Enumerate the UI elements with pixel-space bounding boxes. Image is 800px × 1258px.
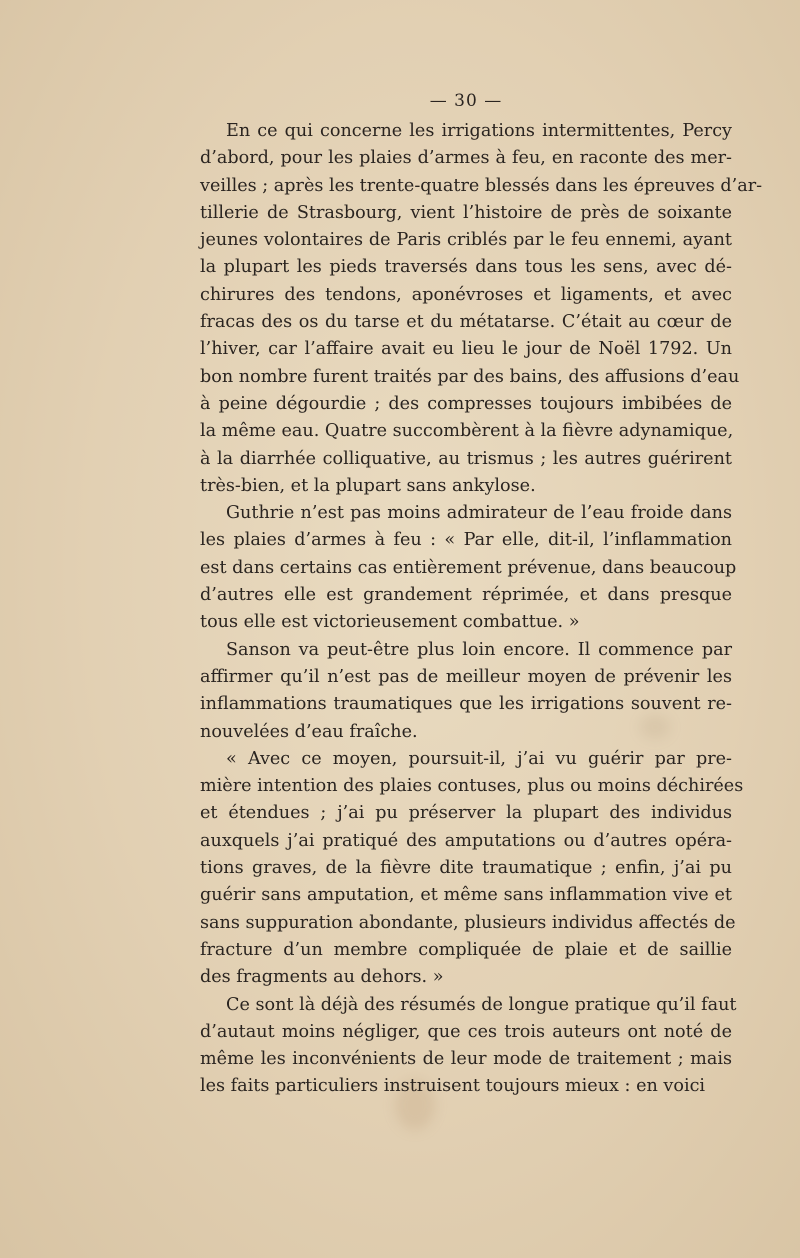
- text-line: En ce qui concerne les irrigations intermittentes, Percy: [226, 121, 732, 141]
- text-line: Guthrie n’est pas moins admirateur de l’eau froide dans: [226, 503, 732, 524]
- text-line: fracas des os du tarse et du métatarse. C’était au cœur de: [200, 312, 732, 333]
- text-line: mière intention des plaies contuses, plus ou moins déchirées: [200, 776, 744, 797]
- text-line: tillerie de Strasbourg, vient l’histoire de près de soixante: [200, 202, 732, 223]
- text-line: bon nombre furent traités par des bains, des affusions d’eau: [200, 366, 740, 387]
- text-line: est dans certains cas entièrement prévenue, dans beaucoup: [200, 557, 737, 578]
- text-line: la même eau. Quatre succombèrent à la fièvre adynamique,: [200, 421, 734, 442]
- text-line: à la diarrhée colliquative, au trismus ; les autres guérirent: [200, 448, 732, 469]
- paragraph-p3: [200, 637, 732, 746]
- text-line: veilles ; après les trente-quatre blessés dans les épreuves d’ar-: [200, 175, 763, 196]
- text-line: auxquels j’ai pratiqué des amputations ou d’autres opéra-: [200, 830, 732, 851]
- paragraphs: [200, 118, 763, 1101]
- text-line: fracture d’un membre compliquée de plaie et de saillie: [200, 939, 732, 960]
- page-number: — 30 —: [429, 91, 503, 111]
- text-line: nouvelées d’eau fraîche.: [200, 721, 418, 742]
- text-line: l’hiver, car l’affaire avait eu lieu le jour de Noël 1792. Un: [200, 339, 732, 360]
- text-line: « Avec ce moyen, poursuit-il, j’ai vu guérir par pre-: [226, 748, 732, 769]
- text-line: la plupart les pieds traversés dans tous les sens, avec dé-: [200, 257, 732, 278]
- text-line: d’abord, pour les plaies d’armes à feu, en raconte des mer-: [200, 148, 732, 169]
- text-line: même les inconvénients de leur mode de traitement ; mais: [200, 1049, 732, 1070]
- text-line: très-bien, et la plupart sans ankylose.: [200, 475, 536, 496]
- text-line: des fragments au dehors. »: [200, 967, 444, 988]
- page-text: [200, 88, 763, 1101]
- paragraph-p4: [200, 746, 744, 992]
- text-line: Ce sont là déjà des résumés de longue pratique qu’il faut: [226, 994, 737, 1015]
- text-line: inflammations traumatiques que les irrigations souvent re-: [200, 694, 732, 715]
- text-line: d’autres elle est grandement réprimée, et dans presque: [200, 585, 732, 606]
- text-line: Sanson va peut-être plus loin encore. Il commence par: [226, 639, 732, 660]
- text-line: tions graves, de la fièvre dite traumatique ; enfin, j’ai pu: [200, 858, 732, 879]
- text-line: jeunes volontaires de Paris criblés par le feu ennemi, ayant: [200, 230, 732, 251]
- text-line: à peine dégourdie ; des compresses toujours imbibées de: [200, 393, 732, 414]
- paragraph-p5: [200, 992, 737, 1101]
- text-line: chirures des tendons, aponévroses et ligaments, et avec: [200, 284, 732, 305]
- text-line: affirmer qu’il n’est pas de meilleur moyen de prévenir les: [200, 666, 732, 687]
- paragraph-p2: [200, 500, 737, 636]
- text-line: guérir sans amputation, et même sans inflammation vive et: [200, 885, 732, 906]
- text-line: tous elle est victorieusement combattue. »: [200, 612, 580, 633]
- text-line: et étendues ; j’ai pu préserver la plupart des individus: [200, 803, 732, 824]
- text-line: les faits particuliers instruisent toujours mieux : en voici: [200, 1076, 706, 1097]
- text-line: d’autaut moins négliger, que ces trois auteurs ont noté de: [200, 1021, 732, 1042]
- text-line: sans suppuration abondante, plusieurs individus affectés de: [200, 912, 736, 933]
- text-line: les plaies d’armes à feu : « Par elle, dit-il, l’inflammation: [200, 530, 732, 551]
- paragraph-p1: [200, 118, 763, 500]
